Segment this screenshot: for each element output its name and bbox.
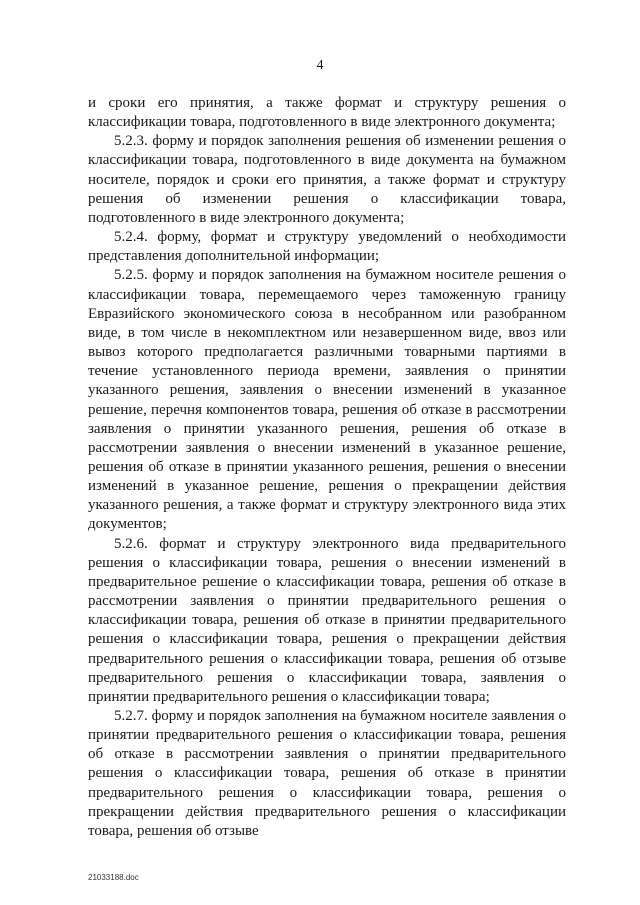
paragraph-5-2-5: 5.2.5. форму и порядок заполнения на бумажном носителе решения о классификации товара, перемещаемого через таможенную границу Евразийского экономического союза в несобранном или разобранном виде, в том числе в некомплектном или незавершенном виде, ввоз или вывоз которого предполагается различными товарными партиями в течение установленного периода времени, заявления о принятии указанного решения, заявления о внесении изменений в указанное решение, перечня компонентов товара, решения об отказе в рассмотрении заявления о принятии указанного решения, решения об отказе в рассмотрении заявления о внесении изменений в указанное решение, решения об отказе в принятии указанного решения, решения о внесении изменений в указанное решение, решения о прекращении действия указанного решения, а также формат и структуру электронного вида этих документов; — [88, 267, 566, 533]
footer-file-code: 21033188.doc — [88, 873, 139, 882]
paragraph-5-2-6: 5.2.6. формат и структуру электронного вида предварительного решения о классификации товара, решения о внесении изменений в предварительное решение о классификации товара, решения об отказе в рассмотрении заявления о принятии предварительного решения о классификации товара, решения об отказе в принятии предварительного решения о классификации товара, решения о прекращении действия предварительного решения о классификации товара, решения об отзыве предварительного решения о классификации товара, заявления о принятии предварительного решения о классификации товара; — [88, 535, 566, 705]
document-body — [88, 94, 566, 841]
paragraph-5-2-3: 5.2.3. форму и порядок заполнения решения об изменении решения о классификации товара, подготовленного в виде документа на бумажном носителе, порядок и сроки его принятия, а также формат и структуру решения об изменении решения о классификации товара, подготовленного в виде электронного документа; — [88, 133, 566, 226]
page-number: 4 — [316, 58, 324, 73]
paragraph-continuation: и сроки его принятия, а также формат и структуру решения о классификации товара, подготовленного в виде электронного документа; — [88, 95, 566, 131]
paragraph-5-2-4: 5.2.4. форму, формат и структуру уведомлений о необходимости представления дополнительной информации; — [88, 229, 566, 265]
paragraph-5-2-7: 5.2.7. форму и порядок заполнения на бумажном носителе заявления о принятии предварительного решения о классификации товара, решения об отказе в рассмотрении заявления о принятии предварительного решения о классификации товара, решения об отказе в принятии предварительного решения о классификации товара, решения о прекращении действия предварительного решения о классификации товара, решения об отзыве — [88, 708, 566, 839]
